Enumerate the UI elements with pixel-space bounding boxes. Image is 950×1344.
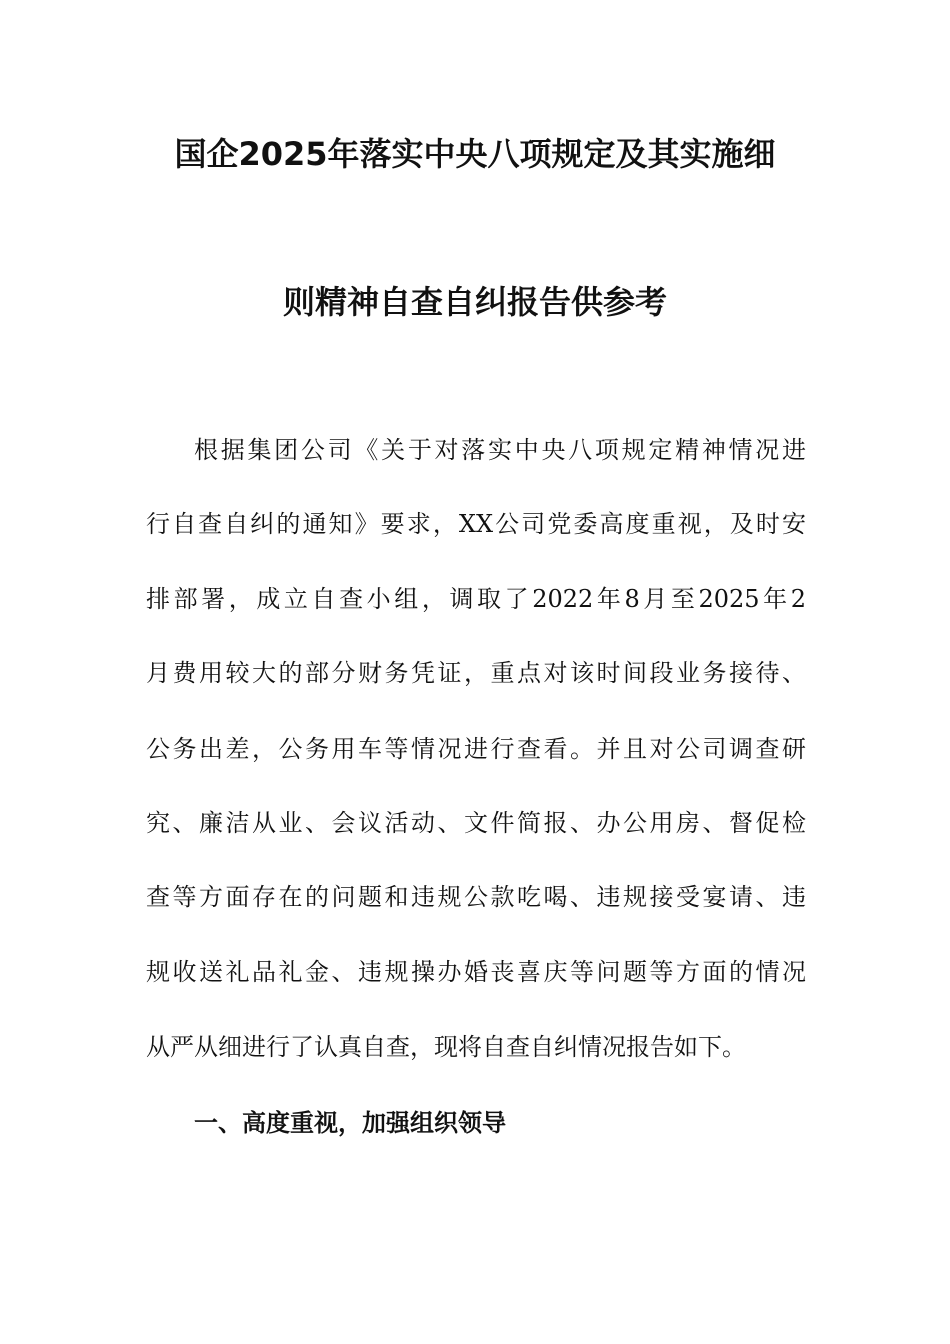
- paragraph-line: 查等方面存在的问题和违规公款吃喝、违规接受宴请、违: [146, 883, 806, 911]
- document-title-line-2: 则精神自查自纠报告供参考: [282, 283, 667, 321]
- paragraph-line: 从严从细进行了认真自查，现将自查自纠情况报告如下。: [146, 1033, 746, 1061]
- paragraph-line: 行自查自纠的通知》要求，XX公司党委高度重视，及时安: [146, 510, 806, 538]
- paragraph-line: 排部署，成立自查小组，调取了2022年8月至2025年2: [146, 585, 806, 613]
- paragraph-line: 月费用较大的部分财务凭证，重点对该时间段业务接待、: [146, 659, 806, 687]
- document-title-line-1: 国企2025年落实中央八项规定及其实施细: [174, 135, 776, 173]
- paragraph-line: 公务出差，公务用车等情况进行查看。并且对公司调查研: [146, 735, 806, 763]
- paragraph-line: 究、廉洁从业、会议活动、文件简报、办公用房、督促检: [146, 809, 806, 837]
- paragraph-line: 根据集团公司《关于对落实中央八项规定精神情况进: [194, 436, 806, 464]
- paragraph-line: 规收送礼品礼金、违规操办婚丧喜庆等问题等方面的情况: [146, 958, 806, 986]
- section-heading: 一、高度重视，加强组织领导: [194, 1109, 506, 1137]
